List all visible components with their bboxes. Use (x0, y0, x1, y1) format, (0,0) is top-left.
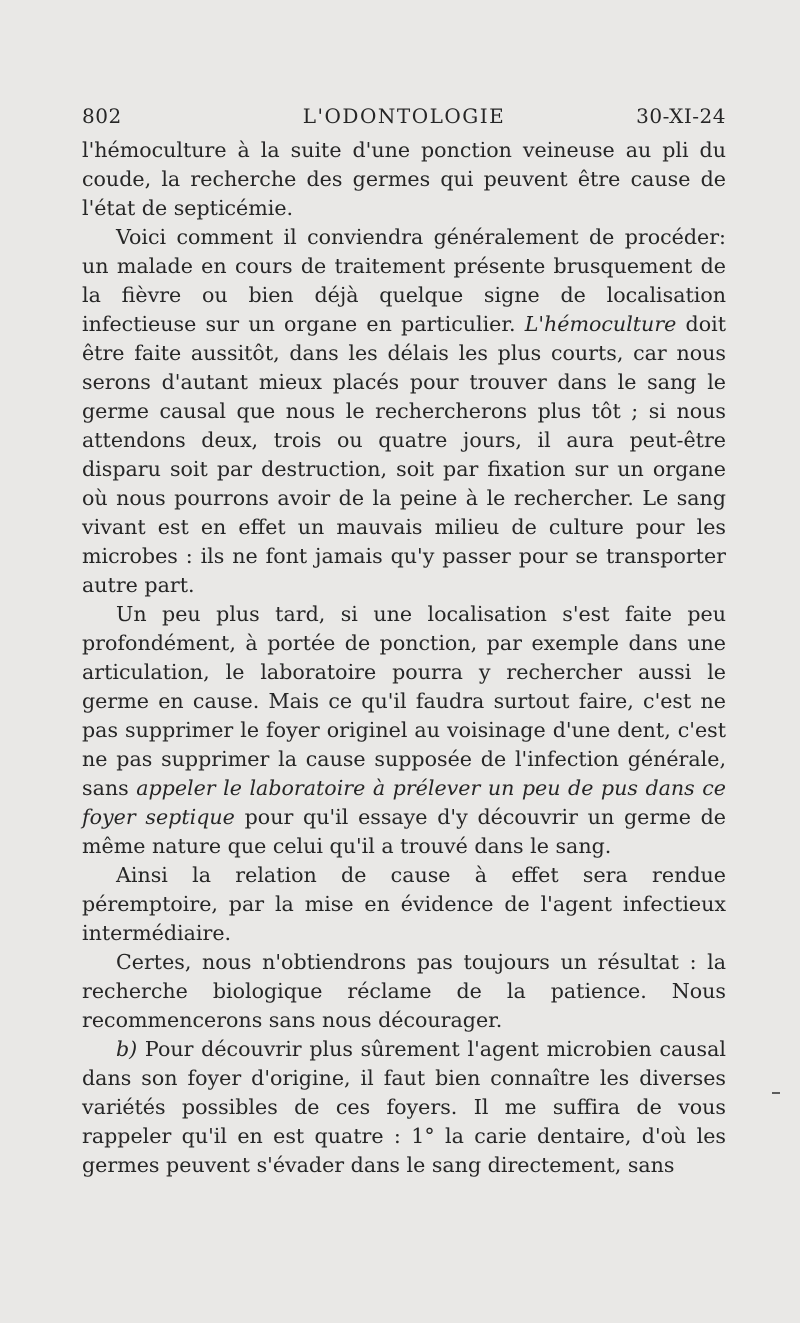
running-header (82, 100, 726, 136)
paragraph-3-text-a: Un peu plus tard, si une localisation s'est faite peu profondément, à portée de ponction, par exemple dans une articulation, le laboratoire pourra y rechercher aussi le germe en cause. Mais ce qu'il faudra surtout faire, c'est ne pas supprimer le foyer originel au voisinage d'une dent, c'est ne pas supprimer la cause supposée de l'infection générale, sans (82, 602, 726, 800)
paragraph-3-text-b: pour qu'il essaye d'y découvrir un germe de même nature que celui qu'il a trouvé dans le sang. (82, 805, 726, 858)
paragraph-6-label: b) (116, 1037, 138, 1061)
body-text (82, 136, 726, 1180)
paragraph-3-emphasis: appeler le laboratoire à prélever un peu de pus dans ce foyer septique (82, 776, 726, 829)
paragraph-2-text-b: doit être faite aussitôt, dans les délais les plus courts, car nous serons d'autant mieux placés pour trouver dans le sang le germe causal que nous le rechercherons plus tôt ; si nous attendons deux, trois ou quatre jours, il aura peut-être disparu soit par destruction, soit par fixation sur un organe où nous pourrons avoir de la peine à le rechercher. Le sang vivant est en effet un mauvais milieu de culture pour les microbes : ils ne font jamais qu'y passer pour se transporter autre part. (82, 312, 726, 597)
journal-title: L'ODONTOLOGIE (302, 104, 506, 128)
paragraph-5: Certes, nous n'obtiendrons pas toujours un résultat : la recherche biologique réclame de la patience. Nous recommencerons sans nous décourager. (82, 950, 726, 1032)
paragraph-2-emphasis: L'hémoculture (524, 312, 677, 336)
paragraph-1: l'hémoculture à la suite d'une ponction veineuse au pli du coude, la recherche des germes qui peuvent être cause de l'état de septicémie. (82, 138, 726, 220)
paragraph-2 (82, 223, 726, 600)
paragraph-3 (82, 600, 726, 861)
paragraph-4: Ainsi la relation de cause à effet sera rendue péremptoire, par la mise en évidence de l'agent infectieux intermédiaire. (82, 863, 726, 945)
paragraph-6-text: Pour découvrir plus sûrement l'agent microbien causal dans son foyer d'origine, il faut bien connaître les diverses variétés possibles de ces foyers. Il me suffira de vous rappeler qu'il en est quatre : 1° la carie dentaire, d'où les germes peuvent s'évader dans le sang directement, sans (82, 1037, 726, 1177)
paragraph-2-text-a: Voici comment il conviendra généralement de procéder: un malade en cours de traitement présente brusquement de la fièvre ou bien déjà quelque signe de localisation infectieuse sur un organe en particulier. (82, 225, 726, 336)
page-number: 802 (82, 104, 122, 128)
issue-date: 30-XI-24 (636, 104, 726, 128)
margin-mark (772, 1092, 780, 1094)
paragraph-6 (82, 1035, 726, 1180)
book-page (82, 100, 726, 1180)
